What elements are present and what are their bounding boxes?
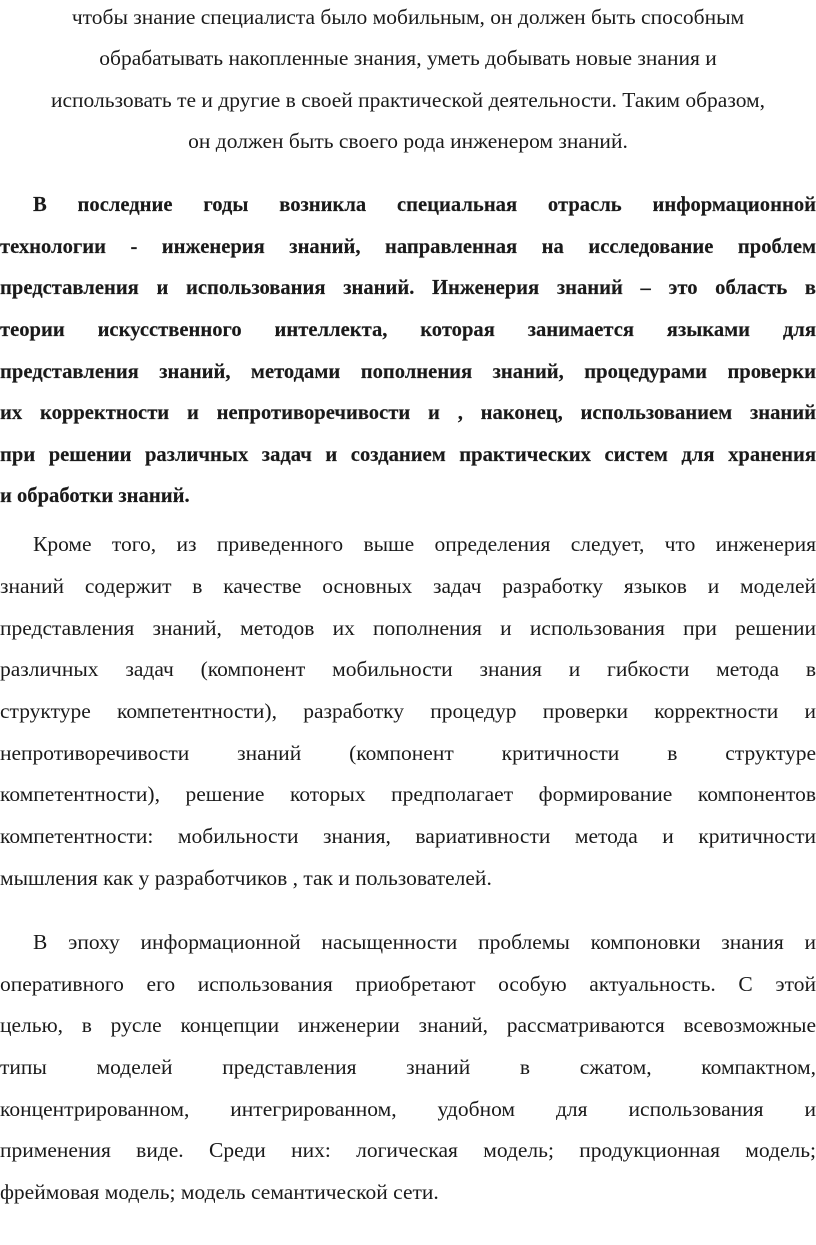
text-line: типы моделей представления знаний в сжатом, компактном, [0, 1055, 816, 1079]
text-line: представления знаний, методов их пополнения и использования при решении [0, 616, 816, 640]
text-line: В последние годы возникла специальная отрасль информационной [33, 194, 816, 216]
text-line: представления и использования знаний. Инженерия знаний – это область в [0, 277, 816, 299]
text-line: обрабатывать накопленные знания, уметь добывать новые знания и [99, 46, 717, 70]
text-line: компетентности), решение которых предполагает формирование компонентов [0, 782, 816, 806]
text-line: В эпоху информационной насыщенности проблемы компоновки знания и [33, 930, 816, 954]
text-line: концентрированном, интегрированном, удобном для использования и [0, 1097, 816, 1121]
text-line: использовать те и другие в своей практической деятельности. Таким образом, [50, 88, 766, 112]
text-line: чтобы знание специалиста было мобильным, он должен быть способным [71, 5, 745, 29]
text-line: Кроме того, из приведенного выше определения следует, что инженерия [33, 532, 816, 556]
text-line: различных задач (компонент мобильности знания и гибкости метода в [0, 657, 816, 681]
text-line: знаний содержит в качестве основных задач разработку языков и моделей [0, 574, 816, 598]
text-line: структуре компетентности), разработку процедур проверки корректности и [0, 699, 816, 723]
text-line: технологии - инженерия знаний, направленная на исследование проблем [0, 236, 816, 258]
text-line: мышления как у разработчиков , так и пользователей. [0, 866, 492, 890]
text-line: представления знаний, методами пополнения знаний, процедурами проверки [0, 361, 816, 383]
text-line: оперативного его использования приобретают особую актуальность. С этой [0, 972, 816, 996]
text-line: целью, в русле концепции инженерии знаний, рассматриваются всевозможные [0, 1013, 816, 1037]
text-line: компетентности: мобильности знания, вариативности метода и критичности [0, 824, 816, 848]
text-line: при решении различных задач и созданием практических систем для хранения [0, 444, 816, 466]
text-line: теории искусственного интеллекта, которая занимается языками для [0, 319, 816, 341]
text-line: применения виде. Среди них: логическая модель; продукционная модель; [0, 1138, 816, 1162]
text-line: он должен быть своего рода инженером знаний. [188, 129, 628, 153]
text-line: их корректности и непротиворечивости и , наконец, использованием знаний [0, 402, 816, 424]
text-line: и обработки знаний. [0, 485, 190, 507]
text-line: фреймовая модель; модель семантической сети. [0, 1180, 439, 1204]
text-line: непротиворечивости знаний (компонент критичности в структуре [0, 741, 816, 765]
